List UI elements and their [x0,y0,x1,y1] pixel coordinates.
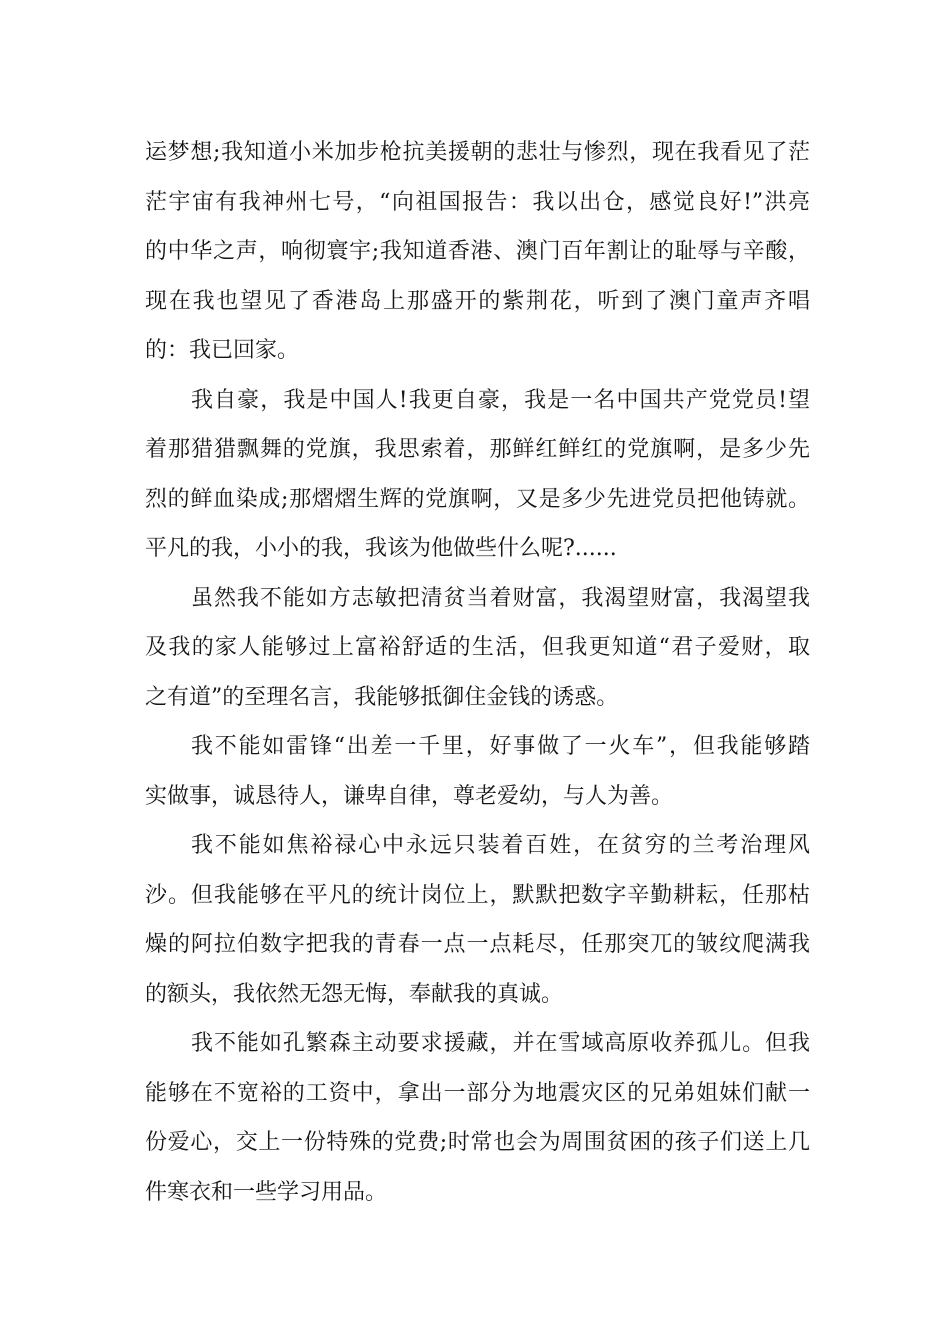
paragraph-line: 虽然我不能如方志敏把清贫当着财富，我渴望财富，我渴望我 [191,585,810,611]
paragraph-line: 的中华之声，响彻寰宇;我知道香港、澳门百年割让的耻辱与辛酸， [145,239,810,264]
paragraph-line: 茫宇宙有我神州七号，“向祖国报告：我以出仓，感觉良好!”洪亮 [145,189,810,215]
paragraph-line: 我不能如雷锋“出差一千里，好事做了一火车”，但我能够踏 [191,734,810,759]
paragraph-line: 沙。但我能够在平凡的统计岗位上，默默把数字辛勤耕耘，任那枯 [145,882,810,908]
paragraph-line: 的额头，我依然无怨无悔，奉献我的真诚。 [145,981,564,1007]
paragraph-line: 之有道”的至理名言，我能够抵御住金钱的诱惑。 [145,684,619,710]
paragraph-line: 我自豪，我是中国人!我更自豪，我是一名中国共产党党员!望 [191,387,810,413]
paragraph-line: 平凡的我，小小的我，我该为他做些什么呢?...... [145,536,617,561]
paragraph-line: 的：我已回家。 [145,338,300,363]
paragraph-line: 着那猎猎飘舞的党旗，我思索着，那鲜红鲜红的党旗啊，是多少先 [145,437,810,462]
paragraph-line: 份爱心，交上一份特殊的党费;时常也会为周围贫困的孩子们送上几 [145,1130,810,1155]
paragraph-line: 及我的家人能够过上富裕舒适的生活，但我更知道“君子爱财，取 [145,635,810,660]
paragraph-line: 烈的鲜血染成;那熠熠生辉的党旗啊，又是多少先进党员把他铸就。 [145,486,810,512]
paragraph-line: 我不能如焦裕禄心中永远只装着百姓，在贫穷的兰考治理风 [191,833,810,858]
paragraph-line: 我不能如孔繁森主动要求援藏，并在雪域高原收养孤儿。但我 [191,1031,810,1056]
document-body [145,131,810,1220]
paragraph-line: 实做事，诚恳待人，谦卑自律，尊老爱幼，与人为善。 [145,783,674,809]
paragraph-line: 件寒衣和一些学习用品。 [145,1179,388,1205]
paragraph-line: 运梦想;我知道小米加步枪抗美援朝的悲壮与惨烈，现在我看见了茫 [145,140,810,165]
paragraph-line: 现在我也望见了香港岛上那盛开的紫荆花，听到了澳门童声齐唱 [145,288,810,314]
paragraph-line: 能够在不宽裕的工资中，拿出一部分为地震灾区的兄弟姐妹们献一 [145,1080,810,1106]
paragraph-line: 燥的阿拉伯数字把我的青春一点一点耗尽，任那突兀的皱纹爬满我 [145,932,810,957]
